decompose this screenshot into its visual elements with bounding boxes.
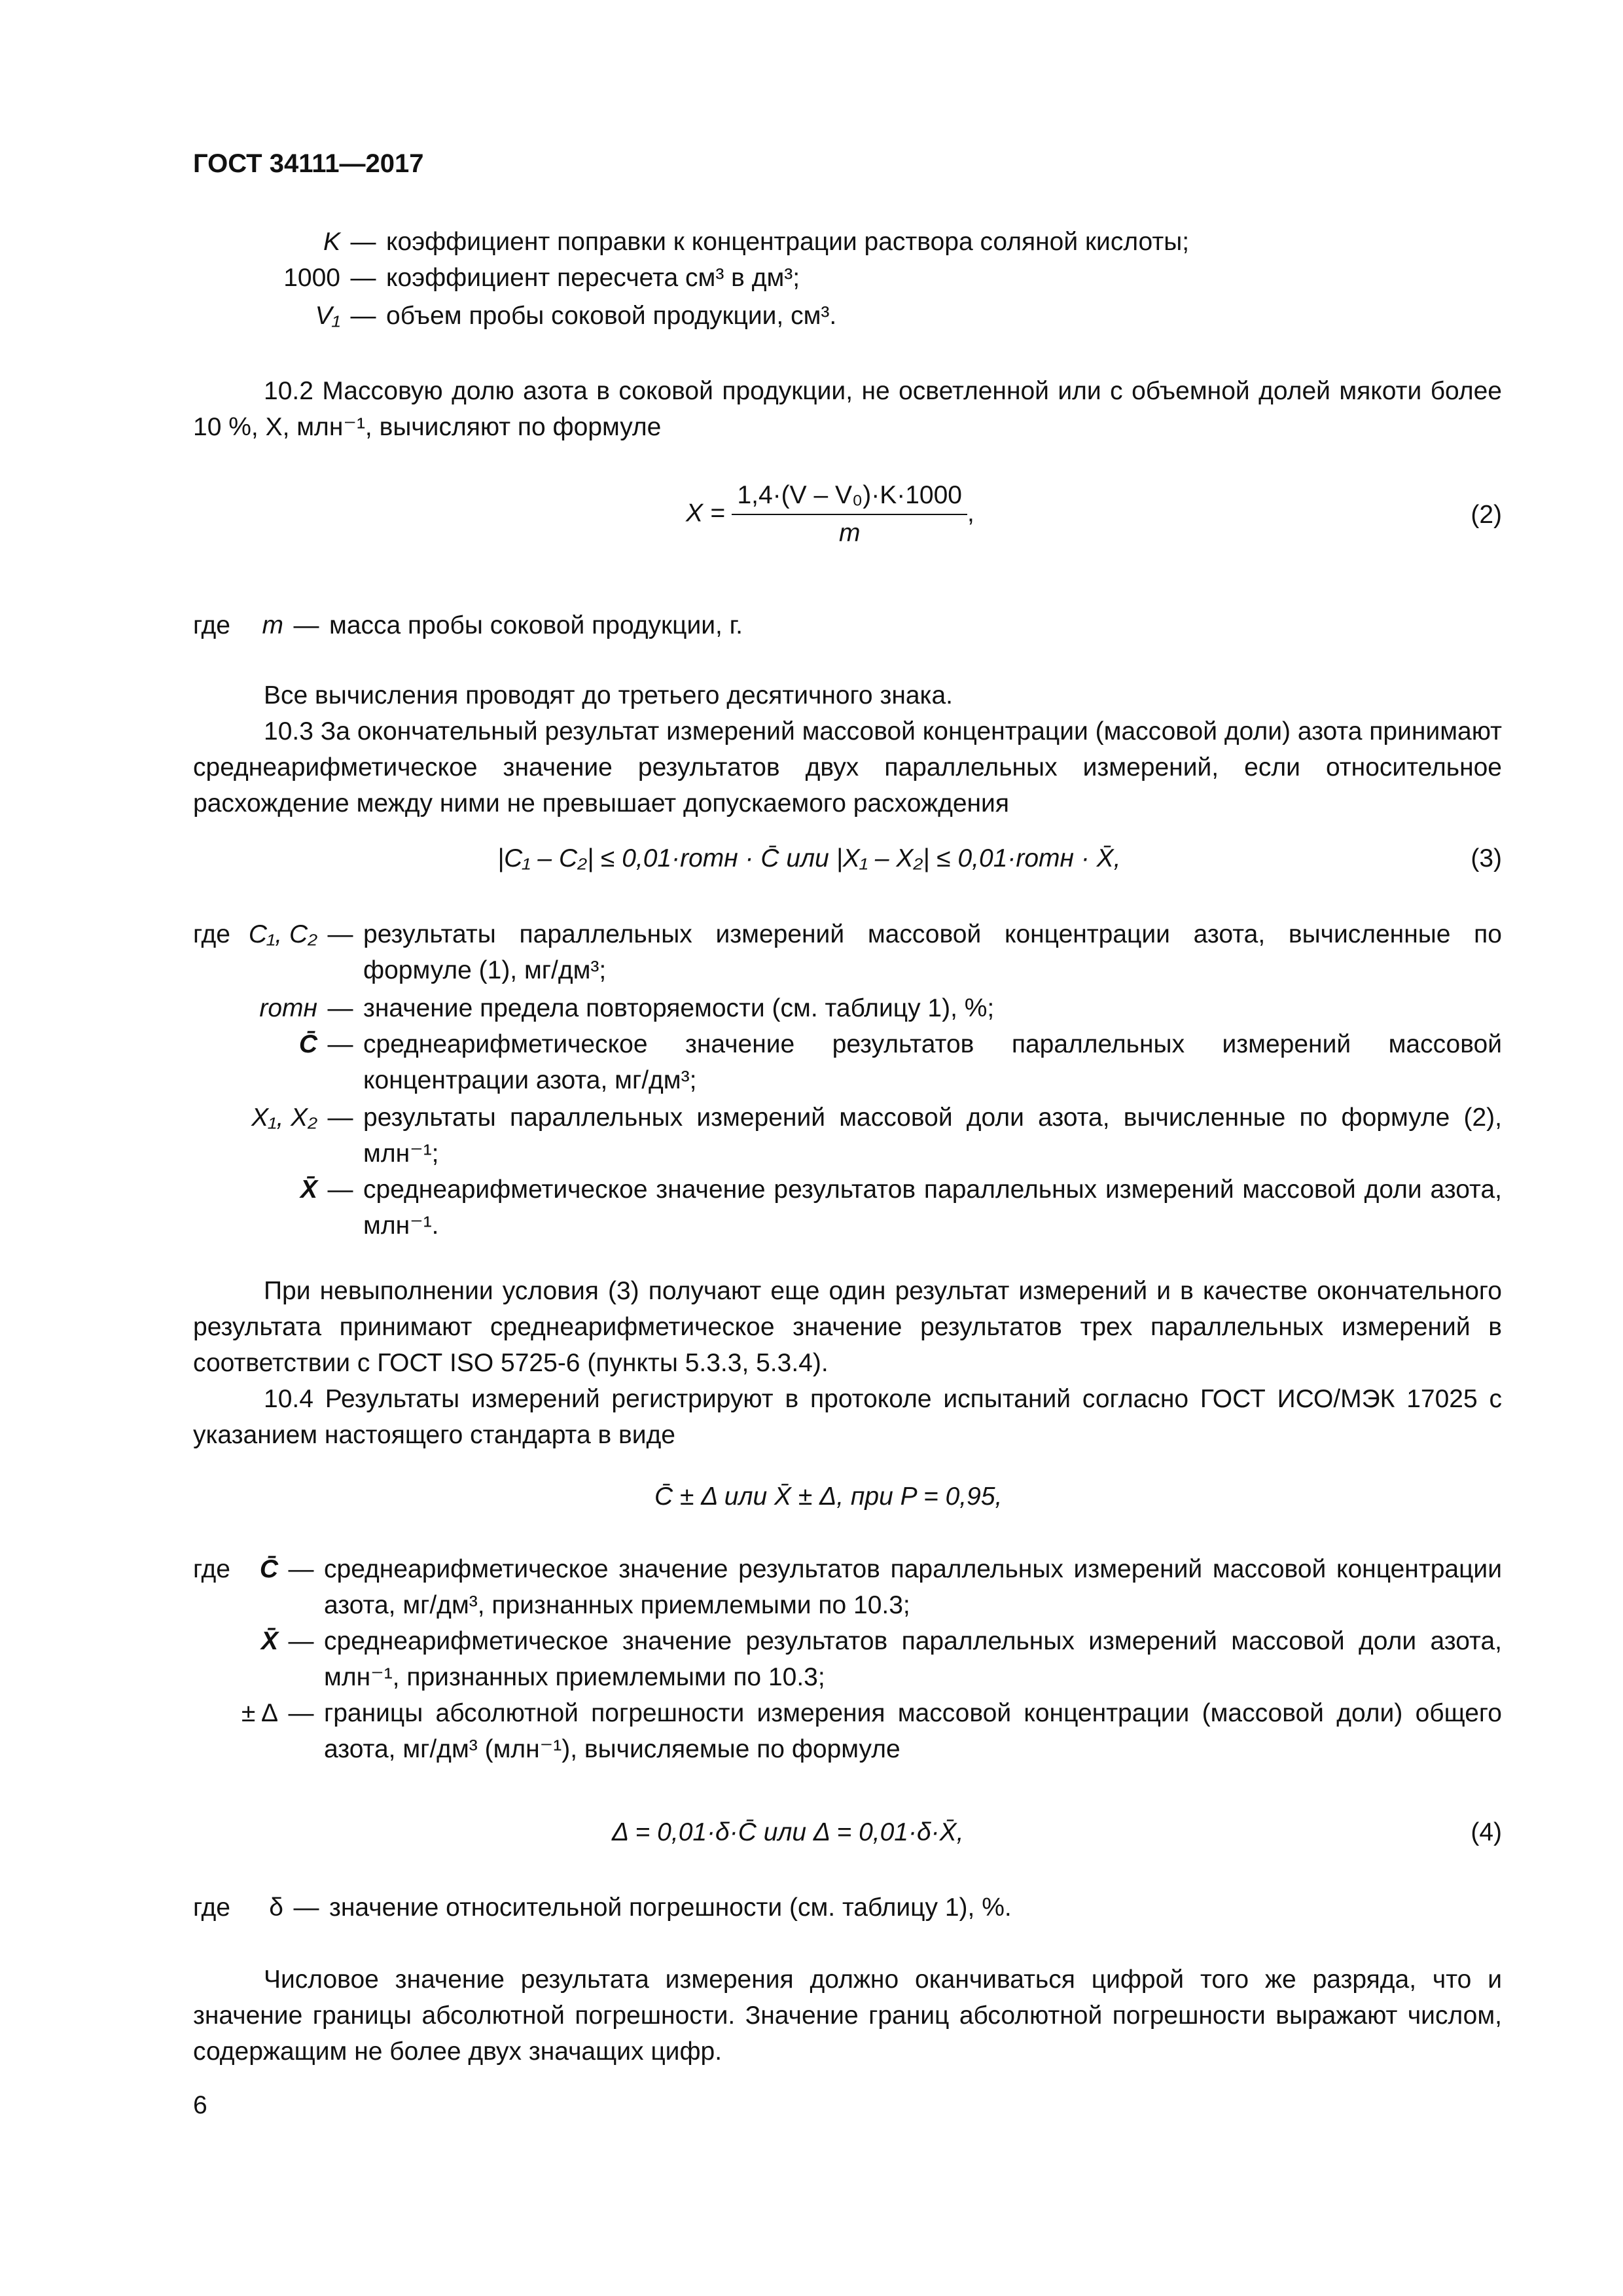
formula-2-lhs: X = xyxy=(686,499,725,528)
definition-row xyxy=(193,260,1502,296)
definition-row xyxy=(193,607,1502,643)
definition-text: среднеарифметическое значение результатов параллельных измерений массовой концентрации азота, мг/дм³, признанных приемлемыми по 10.3; xyxy=(324,1555,1502,1619)
definition-text: коэффициент пересчета см³ в дм³; xyxy=(386,264,800,292)
definition-row xyxy=(193,224,1502,260)
paragraph-calculations: Все вычисления проводят до третьего десятичного знака. xyxy=(264,681,953,709)
where-label xyxy=(193,1623,239,1695)
definition-row xyxy=(193,1100,1502,1172)
formula-4: Δ = 0,01·δ·C̄ или Δ = 0,01·δ·X̄, xyxy=(612,1818,964,1846)
where-label: где xyxy=(193,920,230,948)
definition-text: границы абсолютной погрешности измерения массовой концентрации (массовой доли) общего азота, мг/дм³ (млн⁻¹), вычисляемые по формуле xyxy=(324,1699,1502,1763)
definition-text: результаты параллельных измерений массовой доли азота, вычисленные по формуле (2), млн⁻¹; xyxy=(363,1103,1502,1168)
definition-row xyxy=(193,1172,1502,1244)
definition-row xyxy=(193,1623,1502,1695)
definition-text: масса пробы соковой продукции, г. xyxy=(329,611,743,639)
definition-row xyxy=(193,1695,1502,1767)
definition-term: C₁, C₂ xyxy=(248,920,317,948)
where-label: где xyxy=(193,1893,230,1922)
definition-dash: — xyxy=(350,228,376,256)
paragraph-10-4: 10.4 Результаты измерений регистрируют в протоколе испытаний согласно ГОСТ ИСО/МЭК 17025 с указанием настоящего стандарта в виде xyxy=(193,1385,1502,1449)
where-label: где xyxy=(193,1555,230,1583)
definition-text: среднеарифметическое значение результатов параллельных измерений массовой концентрации азота, мг/дм³; xyxy=(363,1030,1502,1094)
paragraph-condition-fail: При невыполнении условия (3) получают еще один результат измерений и в качестве окончательного результата принимают среднеарифметическое значение результатов трех параллельных измерений в соответствии с ГОСТ ISO 5725-6 (пункты 5.3.3, 5.3.4). xyxy=(193,1277,1502,1377)
equation-number-3: (3) xyxy=(1471,844,1502,872)
definition-text: коэффициент поправки к концентрации раствора соляной кислоты; xyxy=(386,228,1190,256)
formula-2-tail: , xyxy=(967,499,974,528)
definition-term: C̄ xyxy=(298,1030,317,1058)
definition-text: объем пробы соковой продукции, см³. xyxy=(386,302,837,330)
equation-number-4: (4) xyxy=(1471,1818,1502,1846)
definition-row xyxy=(193,1026,1502,1098)
definition-text: среднеарифметическое значение результатов параллельных измерений массовой доли азота, млн⁻¹. xyxy=(363,1175,1502,1240)
where-label xyxy=(193,1695,239,1767)
definition-term: K xyxy=(323,228,340,256)
paragraph-10-2: 10.2 Массовую долю азота в соковой продукции, не осветленной или с объемной долей мякоти более 10 %, X, млн⁻¹, вычисляют по формуле xyxy=(193,377,1502,441)
equation-number-2: (2) xyxy=(1471,501,1502,529)
page-number: 6 xyxy=(193,2091,207,2119)
where-label xyxy=(193,1100,239,1172)
definition-dash: — xyxy=(293,611,319,639)
definition-text: результаты параллельных измерений массовой концентрации азота, вычисленные по формуле (1), мг/дм³; xyxy=(363,920,1502,984)
where-label xyxy=(193,1172,239,1244)
definition-term: rотн xyxy=(259,994,317,1022)
definition-dash: — xyxy=(327,1175,353,1204)
formula-2-numerator: 1,4·(V – V₀)·K·1000 xyxy=(732,481,967,515)
definition-term: C̄ xyxy=(259,1555,278,1583)
where-label xyxy=(193,1026,239,1098)
where-label: где xyxy=(193,611,230,639)
definition-term: X̄ xyxy=(260,1627,278,1655)
formula-3: |C₁ – C₂| ≤ 0,01·rотн · C̄ или |X₁ – X₂| ≤ 0,01·rотн · X̄, xyxy=(497,844,1121,872)
definition-term: m xyxy=(262,611,283,639)
definition-dash: — xyxy=(288,1555,314,1583)
definition-dash: — xyxy=(327,994,353,1022)
definition-dash: — xyxy=(350,264,376,292)
definition-dash: — xyxy=(327,920,353,948)
definition-term: X₁, X₂ xyxy=(251,1103,317,1132)
formula-2 xyxy=(686,481,974,548)
paragraph-10-3: 10.3 За окончательный результат измерений массовой концентрации (массовой доли) азота принимают среднеарифметическое значение результатов двух параллельных измерений, если относительное расхождение между ними не превышает допускаемого расхождения xyxy=(193,717,1502,817)
formula-result-form: C̄ ± Δ или X̄ ± Δ, при P = 0,95, xyxy=(654,1482,1003,1511)
definition-text: среднеарифметическое значение результатов параллельных измерений массовой доли азота, млн⁻¹, признанных приемлемыми по 10.3; xyxy=(324,1627,1502,1691)
where-label xyxy=(193,990,239,1026)
definition-dash: — xyxy=(288,1699,314,1727)
definition-row xyxy=(193,990,1502,1026)
definition-text: значение относительной погрешности (см. таблицу 1), %. xyxy=(329,1893,1012,1922)
definition-row xyxy=(193,298,1502,334)
definition-dash: — xyxy=(327,1103,353,1132)
definition-term: 1000 xyxy=(283,264,340,292)
definition-row xyxy=(193,1890,1502,1926)
definition-dash: — xyxy=(350,302,376,330)
definition-term: ± Δ xyxy=(241,1699,278,1727)
definition-row xyxy=(193,1551,1502,1623)
definition-text: значение предела повторяемости (см. таблицу 1), %; xyxy=(363,994,995,1022)
formula-2-fraction xyxy=(732,481,967,548)
definition-dash: — xyxy=(327,1030,353,1058)
definition-row xyxy=(193,916,1502,988)
definition-term: V₁ xyxy=(315,302,340,330)
formula-2-denominator: m xyxy=(838,519,861,547)
definition-dash: — xyxy=(288,1627,314,1655)
definition-term: δ xyxy=(269,1893,283,1922)
definition-dash: — xyxy=(293,1893,319,1922)
paragraph-final: Числовое значение результата измерения должно оканчиваться цифрой того же разряда, что и значение границы абсолютной погрешности. Значение границ абсолютной погрешности выражают числом, содержащим не более двух значащих цифр. xyxy=(193,1965,1502,2066)
definition-term: X̄ xyxy=(300,1175,317,1204)
document-id: ГОСТ 34111—2017 xyxy=(193,149,424,178)
